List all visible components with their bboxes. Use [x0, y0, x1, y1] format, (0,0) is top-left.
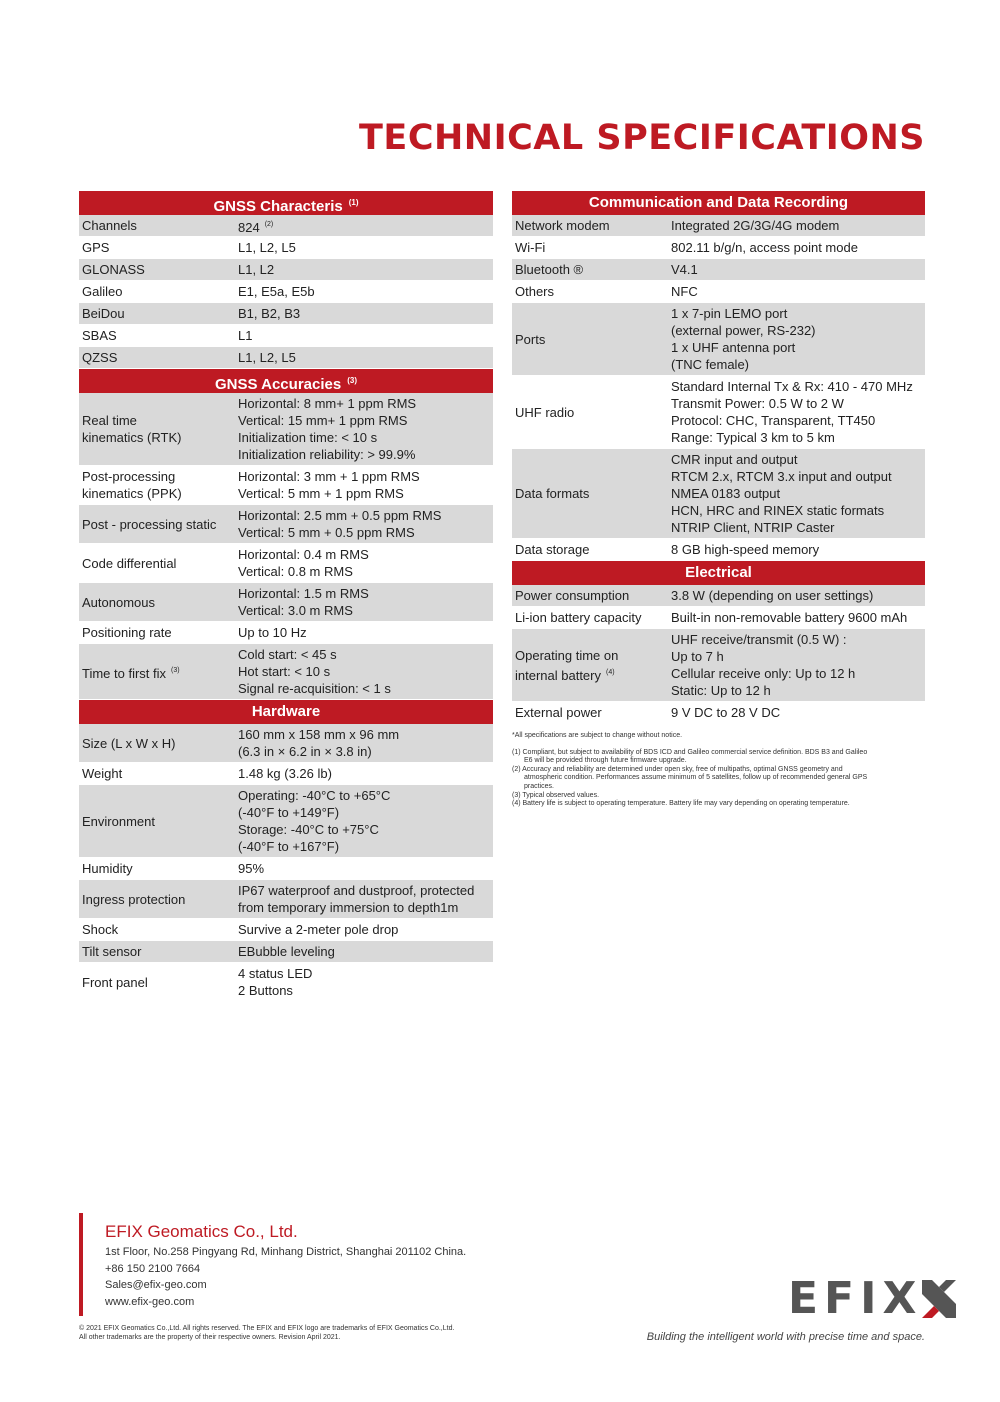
spec-value-line: Operating: -40°C to +65°C [238, 788, 391, 803]
spec-value-line: Standard Internal Tx & Rx: 410 - 470 MHz [671, 379, 913, 394]
spec-label: Tilt sensor [82, 944, 142, 959]
spec-value-line: Vertical: 15 mm+ 1 ppm RMS [238, 413, 408, 428]
footnote-item: (3) Typical observed values. [512, 791, 600, 799]
logo-x-mark-icon [922, 1280, 956, 1318]
spec-value-line: 8 GB high-speed memory [671, 542, 820, 557]
section-title: GNSS Accuracies [215, 376, 342, 393]
right-spec-column [512, 191, 925, 809]
spec-row-shock [79, 919, 493, 941]
spec-value-line: Horizontal: 8 mm+ 1 ppm RMS [238, 396, 417, 411]
section-title: Hardware [251, 703, 321, 720]
spec-row-galileo [79, 281, 493, 303]
footnote-item: (1) Compliant, but subject to availability of BDS ICD and Galileo commercial service definition. BDS B3 and Galileo [512, 748, 868, 756]
logo-text: EFIX [788, 1273, 923, 1324]
spec-value [236, 765, 493, 782]
spec-value-line: L1, L2 [238, 262, 275, 277]
spec-value [669, 305, 925, 373]
spec-label: Ingress protection [82, 891, 186, 907]
footer-accent-bar [79, 1213, 83, 1316]
spec-value-line: 1.48 kg (3.26 lb) [238, 766, 332, 781]
spec-value [669, 587, 925, 604]
spec-value [236, 921, 493, 938]
spec-value-line: Storage: -40°C to +75°C [238, 822, 379, 837]
spec-value [236, 860, 493, 877]
spec-label: Network modem [515, 218, 610, 233]
spec-label: BeiDou [82, 306, 125, 321]
spec-row-uhf-radio [512, 376, 925, 449]
spec-row-code-differential [79, 544, 493, 583]
spec-row-beidou [79, 303, 493, 325]
spec-value-line: RTCM 2.x, RTCM 3.x input and output [671, 469, 892, 484]
spec-value-line: Cellular receive only: Up to 12 h [671, 666, 856, 681]
spec-value-line: Static: Up to 12 h [671, 683, 771, 698]
spec-label: Others [515, 284, 555, 299]
spec-value-line: Horizontal: 1.5 m RMS [238, 586, 369, 601]
spec-value-line: Built-in non-removable battery 9600 mAh [671, 610, 908, 625]
spec-value-line: Horizontal: 0.4 m RMS [238, 547, 369, 562]
copyright-line-2: All other trademarks are the property of their respective owners. Revision April 2021. [79, 1333, 341, 1341]
spec-label: Weight [82, 766, 123, 781]
spec-value-line: EBubble leveling [238, 944, 335, 959]
spec-value [236, 507, 493, 541]
section-header-hardware [79, 700, 493, 724]
spec-label: Environment [82, 813, 155, 829]
spec-label: Post-processing kinematics (PPK) [82, 469, 182, 501]
spec-value [669, 378, 925, 446]
spec-row-wi-fi [512, 237, 925, 259]
spec-label: External power [515, 705, 602, 720]
spec-label: QZSS [82, 350, 118, 365]
spec-label: Ports [515, 331, 546, 347]
footnote-ref: (1) [348, 198, 359, 207]
copyright [79, 1325, 454, 1342]
footnote-ref: (3) [171, 666, 180, 674]
section-header-electrical [512, 561, 925, 585]
spec-row-real-time-kinematics-rtk [79, 393, 493, 466]
spec-value [236, 468, 493, 502]
spec-value-line: L1, L2, L5 [238, 350, 296, 365]
contact-block [105, 1244, 466, 1310]
spec-value [669, 283, 925, 300]
spec-row-network-modem [512, 215, 925, 237]
spec-value [669, 541, 925, 558]
spec-row-post-processing-kinematics-ppk [79, 466, 493, 505]
spec-label: Shock [82, 922, 119, 937]
spec-label: Li-ion battery capacity [515, 610, 642, 625]
spec-value [236, 283, 493, 300]
spec-label: Operating time on internal battery $^{(4)}$ [515, 647, 619, 683]
spec-label: Humidity [82, 861, 133, 876]
spec-value-line: NMEA 0183 output [671, 486, 781, 501]
page-title: TECHNICAL SPECIFICATIONS [359, 118, 925, 158]
tagline: Building the intelligent world with precise time and space. [646, 1331, 925, 1343]
spec-row-others [512, 281, 925, 303]
footnote-item: (2) Accuracy and reliability are determined under open sky, free of multipaths, optimal GNSS geometry and [512, 765, 843, 773]
spec-value-line: Protocol: CHC, Transparent, TT450 [671, 413, 876, 428]
spec-value-line: Transmit Power: 0.5 W to 2 W [671, 396, 844, 411]
spec-value-line: 802.11 b/g/n, access point mode [671, 240, 858, 255]
phone: +86 150 2100 7664 [105, 1262, 201, 1275]
spec-value-line: Initialization reliability: > 99.9% [238, 447, 416, 462]
spec-value-line: NFC [671, 284, 698, 299]
spec-value-line: L1, L2, L5 [238, 240, 296, 255]
spec-value-line: 1 x UHF antenna port [671, 340, 796, 355]
spec-value-line: 1 x 7-pin LEMO port [671, 306, 788, 321]
spec-row-operating-time-on-internal-battery [512, 629, 925, 702]
footnote-item: practices. [524, 782, 554, 790]
spec-row-post-processing-static [79, 505, 493, 544]
spec-value [236, 327, 493, 344]
spec-row-data-formats [512, 449, 925, 539]
spec-label: Front panel [82, 974, 148, 990]
spec-value [236, 646, 493, 697]
spec-label: Real time kinematics (RTK) [82, 413, 182, 445]
spec-value-line: from temporary immersion to depth1m [238, 900, 459, 915]
spec-row-weight [79, 763, 493, 785]
spec-label: Galileo [82, 284, 123, 299]
spec-value-line: Vertical: 3.0 m RMS [238, 603, 353, 618]
spec-value-line: Vertical: 5 mm + 0.5 ppm RMS [238, 525, 415, 540]
footnote-item: atmospheric condition. Performances assume minimum of 5 satellites, follow up of recommended general GPS [524, 774, 868, 782]
spec-value-line: Initialization time: < 10 s [238, 430, 378, 445]
spec-value [669, 217, 925, 234]
spec-row-front-panel [79, 963, 493, 1002]
spec-value [669, 609, 925, 626]
spec-value-line: HCN, HRC and RINEX static formats [671, 503, 885, 518]
spec-row-power-consumption [512, 585, 925, 607]
spec-value-line: Range: Typical 3 km to 5 km [671, 430, 835, 445]
footnote-item: (4) Battery life is subject to operating temperature. Battery life may vary depending on operating temperature. [512, 800, 850, 808]
spec-label: Post - processing static [82, 516, 217, 532]
spec-label: Channels [82, 218, 137, 233]
spec-value-line: L1 [238, 328, 253, 343]
spec-label: Positioning rate [82, 625, 172, 640]
spec-value [236, 216, 493, 236]
spec-row-gps [79, 237, 493, 259]
spec-value-line: (TNC female) [671, 357, 750, 372]
footnotes [512, 732, 925, 809]
spec-label: Power consumption [515, 588, 630, 603]
spec-label: Code differential [82, 555, 177, 571]
footnote-item: E6 will be provided through future firmware upgrade. [524, 757, 687, 765]
address: 1st Floor, No.258 Pingyang Rd, Minhang District, Shanghai 201102 China. [105, 1246, 467, 1258]
spec-label: Autonomous [82, 594, 155, 610]
spec-value-line: 824 [238, 219, 260, 235]
spec-value-line: Integrated 2G/3G/4G modem [671, 218, 840, 233]
spec-value [236, 239, 493, 256]
spec-row-autonomous [79, 583, 493, 622]
spec-value [236, 965, 493, 999]
spec-value [236, 787, 493, 855]
website-link[interactable]: www.efix-geo.com [105, 1295, 195, 1308]
spec-value-line: V4.1 [671, 262, 698, 277]
section-title: GNSS Characteris [213, 198, 343, 215]
spec-row-channels [79, 215, 493, 237]
email-link[interactable]: Sales@efix-geo.com [105, 1279, 207, 1292]
spec-row-qzss [79, 347, 493, 369]
section-title: Communication and Data Recording [588, 194, 849, 211]
spec-label: GPS [82, 240, 110, 255]
spec-value [669, 451, 925, 536]
spec-value-line: Survive a 2-meter pole drop [238, 922, 399, 937]
footnote-ref: (3) [347, 376, 357, 385]
spec-label: Data formats [515, 486, 590, 501]
spec-value-line: Vertical: 5 mm + 1 ppm RMS [238, 486, 404, 501]
spec-row-ingress-protection [79, 880, 493, 919]
spec-value [669, 261, 925, 278]
spec-row-humidity [79, 858, 493, 880]
spec-value [669, 239, 925, 256]
spec-label: GLONASS [82, 262, 145, 277]
spec-value-line: (6.3 in × 6.2 in × 3.8 in) [238, 744, 372, 759]
spec-label: Time to first fix $^{(3)}$ [82, 665, 180, 681]
spec-label: Size (L x W x H) [82, 735, 176, 751]
spec-value [236, 726, 493, 760]
spec-row-size-l-x-w-x-h [79, 724, 493, 763]
spec-row-li-ion-battery-capacity [512, 607, 925, 629]
spec-value-line: Hot start: < 10 s [238, 664, 331, 679]
spec-row-positioning-rate [79, 622, 493, 644]
spec-value [236, 349, 493, 366]
spec-value [236, 882, 493, 916]
left-spec-column [79, 191, 493, 1002]
company-name: EFIX Geomatics Co., Ltd. [105, 1222, 298, 1241]
spec-value-line: 95% [238, 861, 265, 876]
spec-row-time-to-first-fix [79, 644, 493, 700]
spec-value-line: B1, B2, B3 [238, 306, 301, 321]
spec-label: UHF radio [515, 404, 575, 420]
spec-row-data-storage [512, 539, 925, 561]
spec-value-line: (external power, RS-232) [671, 323, 816, 338]
spec-value-line: 9 V DC to 28 V DC [671, 705, 781, 720]
spec-value-line: UHF receive/transmit (0.5 W) : [671, 632, 847, 647]
spec-value [236, 943, 493, 960]
footnote-ref: (2) [264, 220, 274, 228]
efix-logo [788, 1273, 956, 1324]
spec-row-glonass [79, 259, 493, 281]
spec-value-line: 3.8 W (depending on user settings) [671, 588, 874, 603]
footnote-ref: (4) [606, 668, 615, 676]
spec-value [236, 624, 493, 641]
spec-value [236, 305, 493, 322]
section-header-gnss-characteris [79, 191, 493, 215]
spec-value-line: CMR input and output [671, 452, 798, 467]
spec-value-line: (-40°F to +167°F) [238, 839, 340, 854]
spec-value-line: 4 status LED [238, 966, 313, 981]
spec-value [236, 261, 493, 278]
spec-row-tilt-sensor [79, 941, 493, 963]
spec-label: Wi-Fi [515, 240, 546, 255]
spec-value-line: Signal re-acquisition: < 1 s [238, 681, 391, 696]
spec-value [236, 395, 493, 463]
section-header-gnss-accuracies [79, 369, 493, 393]
spec-label: Data storage [515, 542, 590, 557]
spec-row-sbas [79, 325, 493, 347]
spec-value-line: 2 Buttons [238, 983, 293, 998]
spec-row-external-power [512, 702, 925, 724]
section-header-communication-and-data-recording [512, 191, 925, 215]
spec-value-line: Horizontal: 3 mm + 1 ppm RMS [238, 469, 420, 484]
spec-value-line: Vertical: 0.8 m RMS [238, 564, 353, 579]
spec-row-bluetooth [512, 259, 925, 281]
spec-value [669, 631, 925, 699]
disclaimer: *All specifications are subject to change without notice. [512, 732, 683, 739]
spec-value-line: (-40°F to +149°F) [238, 805, 340, 820]
spec-value-line: IP67 waterproof and dustproof, protected [238, 883, 475, 898]
copyright-line-1: © 2021 EFIX Geomatics Co.,Ltd. All rights reserved. The EFIX and EFIX logo are trademarks of EFIX Geomatics Co.,Ltd. [79, 1325, 455, 1332]
spec-value-line: Up to 10 Hz [238, 625, 307, 640]
spec-value-line: Up to 7 h [671, 649, 724, 664]
spec-label: Bluetooth ® [515, 262, 584, 277]
spec-value-line: Horizontal: 2.5 mm + 0.5 ppm RMS [238, 508, 442, 523]
spec-value [669, 704, 925, 721]
spec-value-line: E1, E5a, E5b [238, 284, 315, 299]
section-title: Electrical [685, 564, 752, 581]
spec-row-ports [512, 303, 925, 376]
spec-value-line: 160 mm x 158 mm x 96 mm [238, 727, 400, 742]
spec-row-environment [79, 785, 493, 858]
spec-value-line: NTRIP Client, NTRIP Caster [671, 520, 835, 535]
spec-value-line: Cold start: < 45 s [238, 647, 337, 662]
spec-label: SBAS [82, 328, 117, 343]
spec-value [236, 546, 493, 580]
spec-value [236, 585, 493, 619]
